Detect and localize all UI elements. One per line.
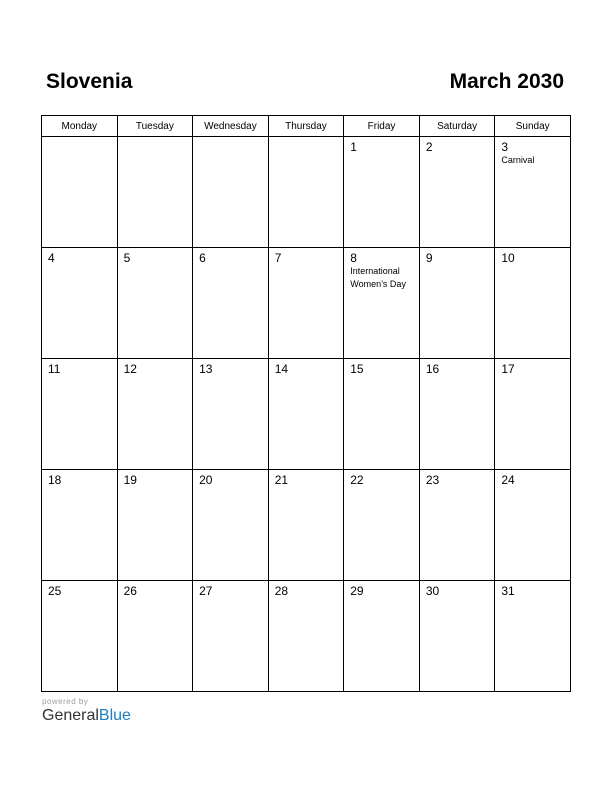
day-cell <box>495 581 571 692</box>
week-row <box>42 581 571 692</box>
day-cell <box>42 248 118 359</box>
day-cell <box>117 581 193 692</box>
day-cell <box>193 581 269 692</box>
day-cell <box>193 359 269 470</box>
day-cell <box>268 359 344 470</box>
day-number: 17 <box>501 362 515 376</box>
day-cell <box>42 137 118 248</box>
day-number: 3 <box>501 140 509 154</box>
day-number: 11 <box>48 362 61 376</box>
day-cell <box>344 581 420 692</box>
day-cell <box>193 137 269 248</box>
day-cell <box>193 248 269 359</box>
day-cell <box>117 248 193 359</box>
day-cell <box>495 359 571 470</box>
day-cell <box>268 581 344 692</box>
day-cell <box>495 248 571 359</box>
day-number: 27 <box>199 584 213 598</box>
day-number: 10 <box>501 251 515 265</box>
day-cell <box>193 470 269 581</box>
week-row <box>42 359 571 470</box>
day-cell <box>419 581 495 692</box>
day-cell <box>117 470 193 581</box>
day-number: 1 <box>350 140 357 154</box>
day-number: 28 <box>274 584 289 598</box>
weekday-header: Monday <box>42 116 118 137</box>
day-number: 24 <box>501 473 515 487</box>
day-cell <box>117 359 193 470</box>
day-cell <box>268 137 344 248</box>
day-number: 30 <box>425 584 440 598</box>
day-cell <box>42 359 118 470</box>
day-number: 20 <box>199 473 213 487</box>
day-cell <box>495 470 571 581</box>
day-cell <box>419 470 495 581</box>
day-cell <box>344 470 420 581</box>
day-number: 7 <box>274 251 282 265</box>
day-cell <box>344 359 420 470</box>
weekday-header: Saturday <box>419 116 495 137</box>
day-number: 16 <box>425 362 440 376</box>
day-cell <box>419 137 495 248</box>
day-number: 19 <box>123 473 137 487</box>
day-number: 9 <box>425 251 433 265</box>
day-cell <box>268 248 344 359</box>
weekday-header-row <box>42 116 571 137</box>
calendar-grid <box>41 115 571 692</box>
day-number: 22 <box>350 473 364 487</box>
brand-blue: Blue <box>98 707 131 724</box>
weekday-header: Friday <box>344 116 420 137</box>
day-cell <box>42 470 118 581</box>
country-title: Slovenia <box>46 70 133 93</box>
brand-general: General <box>42 707 99 724</box>
day-number: 15 <box>350 362 364 376</box>
day-cell <box>117 137 193 248</box>
day-cell <box>268 470 344 581</box>
day-number <box>269 137 344 140</box>
day-cell <box>344 248 420 359</box>
weekday-header: Wednesday <box>193 116 269 137</box>
generalblue-footer <box>42 697 131 725</box>
day-number: 12 <box>123 362 137 376</box>
day-number: 21 <box>274 473 289 487</box>
day-cell <box>495 137 571 248</box>
day-number: 29 <box>350 584 364 598</box>
powered-by-text: powered by <box>42 697 89 706</box>
day-number: 25 <box>48 584 62 598</box>
day-number: 31 <box>501 584 515 598</box>
day-number: 8 <box>350 251 357 265</box>
day-number: 23 <box>425 473 440 487</box>
day-number <box>42 137 117 140</box>
day-cell <box>419 359 495 470</box>
day-number: 26 <box>123 584 137 598</box>
holiday-label: International Women’s Day <box>350 266 406 289</box>
week-row <box>42 470 571 581</box>
holiday-label: Carnival <box>501 155 535 165</box>
week-row <box>42 137 571 248</box>
day-number: 4 <box>48 251 55 265</box>
day-number <box>193 137 268 140</box>
day-number: 6 <box>199 251 206 265</box>
generalblue-logo[interactable] <box>42 707 131 725</box>
day-number: 13 <box>199 362 213 376</box>
month-year-title: March 2030 <box>449 70 564 93</box>
day-number: 14 <box>274 362 289 376</box>
week-row <box>42 248 571 359</box>
day-number: 2 <box>425 140 433 154</box>
day-number: 18 <box>48 473 62 487</box>
day-cell <box>419 248 495 359</box>
weekday-header: Tuesday <box>117 116 193 137</box>
weekday-header: Thursday <box>268 116 344 137</box>
day-number <box>118 137 193 140</box>
day-number: 5 <box>123 251 131 265</box>
day-cell <box>344 137 420 248</box>
weekday-header: Sunday <box>495 116 571 137</box>
day-cell <box>42 581 118 692</box>
